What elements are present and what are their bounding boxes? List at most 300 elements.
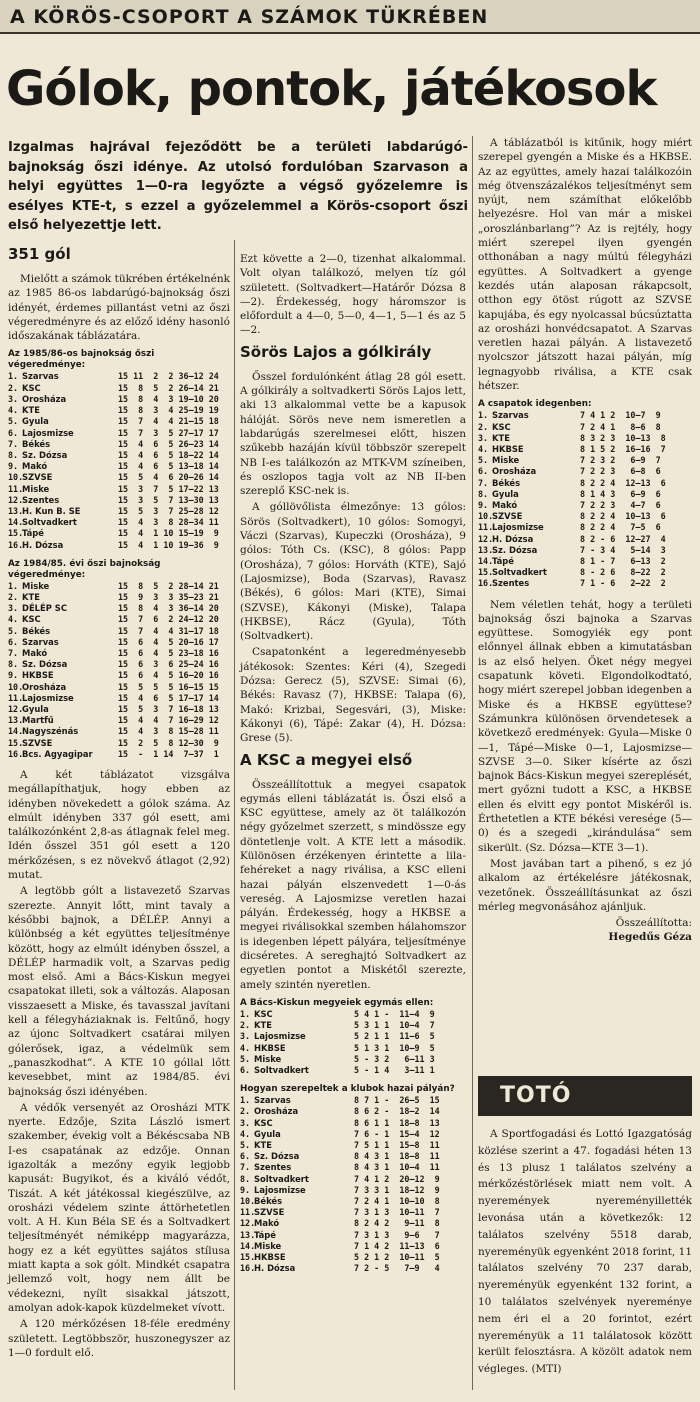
team-cell: Miske [492,455,520,466]
stats-cell: 7 - 3 4 5—14 3 [580,544,666,555]
table-row [240,1106,466,1117]
paragraph: Ősszel fordulónként átlag 28 gól esett. A gólkirály a soltvadkerti Sörös Lajos lett, aki 13 alkalommal vette be a kapusok hálóját. Sörös neve nem ismeretlen a labdarúgás szerelmesei előtt, hiszen szűkebb hazáján kívül többször szerepelt NB I-es találkozón az MTK-VM színeiben, és oszlopos tagja volt az NB II-ben szereplő KSC-nek is. [240,370,466,498]
rank-cell: 15. [8,737,24,748]
stats-cell: 15 4 6 5 18—22 14 [118,449,219,460]
stats-cell: 15 4 6 5 26—23 14 [118,438,219,449]
rank-cell: 12. [240,1218,256,1229]
team-cell: KTE [22,591,40,602]
team-cell: Békés [492,477,521,488]
away-record-table [478,399,692,589]
subheading-goals: 351 gól [8,245,71,263]
table-title: Az 1984/85. évi őszi bajnokság végeredménye: [8,558,161,580]
table-row [478,478,692,489]
table-row [8,626,230,637]
stats-cell: 5 - 3 2 6—11 3 [354,1053,435,1064]
paragraph: Ezt követte a 2—0, tizenhat alkalommal. Volt olyan találkozó, melyen tíz gól született. (Soltvadkert—Határőr Dózsa 8—2). Érdekesség, hogy háromszor is előfordult a 4—0, 5—0, 4—1, 5—1 és az 5—2. [240,253,466,337]
stats-cell: 15 5 3 7 16—18 13 [118,703,219,714]
paragraph: A legtöbb gólt a listavezető Szarvas szerezte. Annyit lőtt, mint tavaly a későbbi bajnok, a DÉLÉP. Annyi a különbség a két együttes teljesítménye között, hogy az elmúlt idényben ősszel, a DÉLÉP harmadik volt, a Szarvas pedig most első. Ami a Bács-Kiskun megyei csapatokat illeti, sok a változás. Alaposan visszaesett a Miske, és tavasszal javítani kell a félegyháziaknak is. Feltűnő, hogy az újonc Soltvadkert csatárai milyen gólerősek, igaz, a védelmük sem „panaszkodhat”. A KTE 10 góllal lőtt kevesebbet, mint az 1984/85. évi bajnokság őszi idényében. [8,885,230,1098]
stats-cell: 15 6 4 5 23—18 16 [118,647,219,658]
team-cell: SZVSE [22,737,53,748]
table-row [8,682,230,693]
team-cell: Sz. Dózsa [22,659,68,670]
team-cell: Miske [254,1240,282,1251]
rank-cell: 6. [478,466,489,477]
team-cell: Békés [22,625,51,636]
team-cell: KSC [22,614,41,625]
table-row [8,383,230,394]
rank-cell: 12. [8,703,24,714]
table-row [8,592,230,603]
team-cell: Nagyszénás [22,726,79,737]
table-row [240,1031,466,1042]
column-3 [478,136,692,945]
stats-cell: 8 6 2 - 18—2 14 [354,1106,440,1117]
table-row [8,540,230,551]
table-row [240,1252,466,1263]
team-cell: Orosháza [492,466,537,477]
rank-cell: 2. [8,591,19,602]
table-row [478,466,692,477]
team-cell: Makó [492,499,518,510]
rank-cell: 1. [8,580,19,591]
standings-table-1985 [8,349,230,550]
stats-cell: 8 1 4 3 6—9 6 [580,488,661,499]
standings-table-1984 [8,559,230,760]
team-cell: H. Dózsa [492,533,534,544]
rank-cell: 8. [8,659,19,670]
team-cell: Gyula [254,1128,281,1139]
table-row [8,603,230,614]
rank-cell: 13. [478,544,494,555]
table-row [240,1020,466,1031]
rank-cell: 2. [478,421,489,432]
stats-cell: 15 11 2 2 36—12 24 [118,371,219,382]
team-cell: HKBSE [492,443,524,454]
table-row [240,1263,466,1274]
team-cell: KSC [254,1117,273,1128]
stats-cell: 15 5 5 5 16—15 15 [118,681,219,692]
stats-cell: 8 2 2 4 7—5 6 [580,522,661,533]
table-row [8,749,230,760]
stats-cell: 7 2 4 1 10—10 8 [354,1196,440,1206]
table-row [240,1162,466,1173]
toto-banner: TOTÓ [478,1076,692,1116]
rank-cell: 4. [8,614,19,625]
stats-cell: 15 7 4 4 21—15 18 [118,416,219,427]
team-cell: Martfű [22,715,54,726]
team-cell: KTE [22,405,40,416]
table-row [8,581,230,592]
column-divider [234,240,235,1390]
table-row [478,455,692,466]
table-row [240,1009,466,1020]
toto-body [478,1126,692,1378]
table-title: A csapatok idegenben: [478,399,592,410]
team-cell: Miske [22,483,50,494]
paragraph: A 120 mérkőzésen 18-féle eredmény született. Legtöbbször, huszonegyszer az 1—0 fordult elő. [8,1318,230,1359]
stats-cell: 8 6 1 1 18—8 13 [354,1117,440,1128]
subheading-ksc: A KSC a megyei első [240,750,413,769]
team-cell: HKBSE [254,1042,286,1053]
table-row [240,1218,466,1229]
stats-cell: 15 4 1 10 19—36 9 [118,539,219,550]
table-row [478,545,692,556]
team-cell: H. Kun B. SE [22,505,81,516]
rank-cell: 6. [240,1064,251,1075]
table-row [8,439,230,450]
rank-cell: 16. [240,1263,256,1274]
team-cell: Békés [22,438,51,449]
rank-cell: 3. [8,603,19,614]
stats-cell: 5 1 3 1 10—9 5 [354,1042,435,1053]
rank-cell: 11. [240,1207,256,1218]
stats-cell: 7 2 3 2 6—9 7 [580,455,661,466]
table-row [240,1065,466,1076]
stats-cell: 8 2 2 4 12—13 6 [580,477,666,488]
rank-cell: 13. [8,505,24,516]
rank-cell: 6. [8,427,19,438]
rank-cell: 15. [240,1252,256,1263]
rank-cell: 5. [240,1139,251,1150]
rank-cell: 6. [240,1151,251,1162]
lead-paragraph: Izgalmas hajrával fejeződött be a területi labdarúgó-bajnokság őszi idénye. Az utolsó fordulóban Szarvason a helyi együttes 1—0-ra legyőzte a végső győzelemre is esélyes KTE-t, s ezzel a győzelemmel a Körös-csoport őszi első helyezettje lett. [8,140,468,233]
stats-cell: 7 1 4 2 11—13 6 [354,1240,440,1251]
team-cell: Sz. Dózsa [492,544,538,555]
team-cell: Soltvadkert [492,567,547,578]
team-cell: Soltvadkert [254,1064,309,1075]
team-cell: SZVSE [492,511,523,522]
team-cell: Orosháza [254,1106,299,1117]
rank-cell: 14. [478,555,494,566]
stats-cell: 7 3 3 1 18—12 9 [354,1184,440,1195]
stats-cell: 15 7 4 4 31—17 18 [118,625,219,636]
county-head-to-head-table [240,998,466,1076]
stats-cell: 15 4 4 7 16—29 12 [118,715,219,726]
rank-cell: 8. [240,1173,251,1184]
table-row [8,472,230,483]
kicker-banner: A KÖRÖS-CSOPORT A SZÁMOK TÜKRÉBEN [0,0,700,34]
table-row [240,1054,466,1065]
subheading-scorer: Sörös Lajos a gólkirály [240,342,432,361]
rank-cell: 13. [240,1229,256,1240]
table-row [8,648,230,659]
rank-cell: 10. [240,1196,256,1206]
table-row [8,715,230,726]
rank-cell: 10. [8,681,24,692]
rank-cell: 9. [8,461,19,472]
team-cell: KSC [22,382,41,393]
team-cell: Szentes [492,578,530,589]
table-row [8,394,230,405]
table-row [240,1118,466,1129]
team-cell: SZVSE [254,1207,285,1218]
rank-cell: 12. [478,533,494,544]
table-row [478,422,692,433]
team-cell: Soltvadkert [254,1173,309,1184]
team-cell: Lajosmizse [22,427,74,438]
column-divider [472,136,473,1390]
stats-cell: 15 8 4 3 36—14 20 [118,603,219,614]
team-cell: Makó [22,461,48,472]
paragraph: A góllövőlista élmezőnye: 13 gólos: Sörös (Soltvadkert), 10 gólos: Somogyi, Váczi (Szarvas), Kupeczki (Orosháza), 9 gólos: Tóth Cs. (KSC), 8 gólos: Papp (Orosháza), 7 gólos: Horváth (KTE), Sajó (Lajosmizse), Boda (Szarvas), Ravasz (Békés), 6 gólos: Mari (KTE), Simai (SZVSE), Kákonyi (Miske), Talapa (HKBSE), Rácz (Gyula), Tóth (Soltvadkert). [240,501,466,643]
team-cell: Bcs. Agyagipar [22,748,93,759]
table-row [8,450,230,461]
rank-cell: 10. [8,472,24,483]
table-row [240,1151,466,1162]
author-name [478,930,692,944]
stats-cell: 15 7 3 5 27—17 17 [118,427,219,438]
rank-cell: 16. [8,539,24,550]
team-cell: KTE [254,1139,272,1150]
toto-section [478,1076,692,1378]
table-row [8,726,230,737]
table-row [8,495,230,506]
table-row [478,511,692,522]
table-row [478,522,692,533]
stats-cell: 15 5 4 6 20—26 14 [118,472,219,483]
toto-text: A Sportfogadási és Lottó Igazgatóság közlése szerint a 47. fogadási héten 13 és 13 plusz 1 találatos szelvény a mérkőzéstörlések miatt nem volt. A nyeremények nyereményillették levonása után a következők: 12 találatos szelvény 5518 darab, nyereményük egyenként 2018 forint, 11 találatos szelvény 70 237 darab, nyereményük egyenként 132 forint, a 10 találatos szelvények nyereménye nem éri el a 20 forintot, ezért nyereményük a 11 találatosok között került felosztásra. A közölt adatok nem végleges. (MTI) [478,1128,692,1376]
table-row [478,500,692,511]
team-cell: HKBSE [254,1252,286,1263]
table-row [240,1129,466,1140]
rank-cell: 2. [8,382,19,393]
rank-cell: 4. [8,405,19,416]
team-cell: Makó [22,647,48,658]
team-cell: KTE [254,1020,272,1031]
stats-cell: 7 2 2 3 4—7 6 [580,499,661,510]
team-cell: Lajosmizse [492,522,544,533]
team-cell: Sz. Dózsa [254,1151,300,1162]
table-row [8,670,230,681]
team-cell: Szarvas [22,371,59,382]
rank-cell: 7. [240,1162,251,1173]
rank-cell: 1. [240,1095,251,1106]
team-cell: Soltvadkert [22,517,77,528]
rank-cell: 1. [478,410,489,421]
rank-cell: 9. [478,499,489,510]
stats-cell: 15 6 4 5 20—16 17 [118,636,219,647]
stats-cell: 15 9 3 3 35—23 21 [118,591,219,602]
table-row [8,405,230,416]
team-cell: H. Dózsa [254,1263,296,1274]
rank-cell: 3. [240,1031,251,1042]
table-row [478,556,692,567]
team-cell: Orosháza [22,393,67,404]
stats-cell: 7 2 2 3 6—8 6 [580,466,661,477]
table-row [8,637,230,648]
rank-cell: 13. [8,715,24,726]
team-cell: Szarvas [22,636,59,647]
stats-cell: 15 5 3 7 25—28 12 [118,505,219,516]
stats-cell: 8 7 1 - 26—5 15 [354,1095,440,1106]
stats-cell: 5 2 1 1 11—6 5 [354,1031,435,1042]
stats-cell: 15 8 5 2 28—14 21 [118,580,219,591]
rank-cell: 15. [478,567,494,578]
stats-cell: 7 4 1 2 10—7 9 [580,410,661,421]
team-cell: KSC [492,421,511,432]
rank-cell: 4. [240,1128,251,1139]
stats-cell: 15 - 1 14 7—37 1 [118,748,219,759]
rank-cell: 5. [240,1053,251,1064]
table-row [8,738,230,749]
paragraph: Nem véletlen tehát, hogy a területi bajnokság őszi bajnoka a Szarvas együttese. Somogyiék egy pont előnnyel állnak ebben a kimutatásban is az első helyen. Őket négy megyei csapatunk követi. Elgondolkodtató, hogy miért szerepel jobban idegenben a Miske és a HKBSE együttese? Számunkra különösen örvendetesek a következő eredmények: Gyula—Miske 0—1, Tápé—Miske 0—1, Lajosmizse—SZVSE 3—0. Siker kísérte az őszi bajnok Bács-Kiskun megyei szereplését, mert győzni tudott a KSC, a HKBSE ellen és elvitt egy pontot Miskéről is. Érthetetlen a KTE békési veresége (5—0) és a szegedi „kirándulása” sem sikerült. (Sz. Dózsa—KTE 3—1). [478,598,692,854]
column-2 [240,252,466,1282]
table-row [478,567,692,578]
team-cell: Miske [254,1053,282,1064]
team-cell: Lajosmizse [254,1184,306,1195]
home-record-table [240,1084,466,1274]
table-row [478,578,692,589]
table-row [8,614,230,625]
rank-cell: 1. [240,1008,251,1019]
team-cell: KSC [254,1008,273,1019]
team-cell: HKBSE [22,670,54,681]
table-title: Hogyan szerepeltek a klubok hazai pályán? [240,1084,455,1095]
stats-cell: 8 4 3 1 18—8 11 [354,1151,440,1162]
stats-cell: 15 4 1 10 15—19 9 [118,528,219,539]
table-row [478,444,692,455]
table-row [8,484,230,495]
paragraph: A két táblázatot vizsgálva megállapíthatjuk, hogy ebben az idényben növekedett a gólok száma. Az elmúlt idényben 337 gól esett, ami találkozónként 2,8-as átlagnak felel meg. Idén ősszel 351 gól esett a 120 mérkőzésen, s ez növekvő átlagot (2,92) mutat. [8,768,230,882]
paragraph: A védők versenyét az Orosházi MTK nyerte. Edzője, Szita László ismert szakember, évekig volt a Békéscsaba NB I-es csapatának az edzője. Onnan igazolták a mezőny egyik legjobb kapusát: Bugyikot, és a kiváló védőt, Tiszát. A két játékossal kiegészülve, az orosházi védelem szinte áttörhetetlen volt. A H. Kun Béla SE és a Soltvadkert teljesítményét némiképp magyarázza, hogy ez a két együttes sajátos stílusa miatt kapta a sok gólt. Mindkét csapatra jellemző volt, hogy nem állt be védekezni, nyílt sisakkal játszott, amolyan adok-kapok küzdelmeket vívott. [8,1101,230,1314]
table-row [240,1230,466,1241]
table-row [8,659,230,670]
table-row [240,1241,466,1252]
stats-cell: 15 6 4 5 16—20 16 [118,670,219,681]
stats-cell: 5 3 1 1 10—4 7 [354,1020,435,1031]
paragraph: Mielőtt a számok tükrében értékelnénk az 1985 86-os labdarúgó-bajnokság őszi idényét, érdemes pillantást vetni az őszi végeredményre és az előző idény hasonló időszakának táblázatára. [8,273,230,343]
rank-cell: 6. [8,636,19,647]
table-title: Az 1985/86-os bajnokság őszi végeredménye: [8,349,155,371]
team-cell: Békés [254,1196,283,1206]
stats-cell: 8 1 - 7 6—13 2 [580,555,666,566]
rank-cell: 11. [8,483,24,494]
table-row [8,506,230,517]
rank-cell: 3. [240,1117,251,1128]
team-cell: Gyula [22,703,49,714]
rank-cell: 7. [8,438,19,449]
stats-cell: 7 5 1 1 15—8 11 [354,1139,440,1150]
table-row [8,371,230,382]
rank-cell: 5. [478,455,489,466]
rank-cell: 16. [8,748,24,759]
table-row [8,693,230,704]
rank-cell: 9. [240,1184,251,1195]
team-cell: KTE [492,432,510,443]
compiled-by: Összeállította: [615,917,692,930]
stats-cell: 7 2 4 1 8—6 8 [580,421,661,432]
rank-cell: 2. [240,1020,251,1031]
stats-cell: 15 8 4 3 19—10 20 [118,393,219,404]
table-row [478,534,692,545]
author-bold: Hegedűs Géza [608,931,692,944]
stats-cell: 7 2 - 5 7—9 4 [354,1263,440,1274]
stats-cell: 15 4 6 5 17—17 14 [118,692,219,703]
stats-cell: 8 3 2 3 10—13 8 [580,432,666,443]
stats-cell: 15 2 5 8 12—30 9 [118,737,219,748]
team-cell: Lajosmizse [254,1031,306,1042]
team-cell: DÉLÉP SC [22,603,67,614]
rank-cell: 3. [8,393,19,404]
table-title: A Bács-Kiskun megyeiek egymás ellen: [240,997,434,1008]
stats-cell: 15 7 6 2 24—12 20 [118,614,219,625]
team-cell: Szentes [254,1162,292,1173]
rank-cell: 5. [8,416,19,427]
stats-cell: 7 3 1 3 10—11 7 [354,1207,440,1218]
table-row [8,528,230,539]
column-1 [8,240,230,1362]
stats-cell: 15 8 5 2 26—14 21 [118,382,219,393]
rank-cell: 4. [478,443,489,454]
team-cell: Szarvas [492,410,529,421]
team-cell: Orosháza [22,681,67,692]
team-cell: Tápé [22,528,44,539]
rank-cell: 3. [478,432,489,443]
table-row [478,433,692,444]
team-cell: Gyula [22,416,49,427]
team-cell: Gyula [492,488,519,499]
table-row [8,416,230,427]
paragraph: Most javában tart a pihenő, s ez jó alkalom az értékelésre játékosnak, vezetőnek. Összeállításunkat az őszi mérleg megvonásához ajánljuk. [478,857,692,913]
rank-cell: 11. [478,522,494,533]
rank-cell: 8. [478,488,489,499]
stats-cell: 7 3 1 3 9—6 7 [354,1229,440,1240]
team-cell: SZVSE [22,472,53,483]
team-cell: Lajosmizse [22,692,74,703]
paragraph: Összeállítottuk a megyei csapatok egymás elleni táblázatát is. Őszi első a KSC együttese, amely az öt találkozón négy győzelmet szerzett, s mindössze egy döntetlenje volt. A KTE lett a második. Különösen érzékenyen érintette a lila-fehéreket a nagy riválisa, a KSC elleni hazai pályán elszenvedett 1—0-ás vereség. A Lajosmizse veretlen hazai pályán. Érdekesség, hogy a HKBSE a megyei riválisokkal szemben hálahomszor is idegenben lépett pályára, teljesítménye dicséretes. A sereghajtó Soltvadkert az egyetlen pontot a Miskétől szerezte, amely szintén nyeretlen. [240,778,466,991]
rank-cell: 14. [8,726,24,737]
headline: Gólok, pontok, játékosok [6,61,657,117]
team-cell: Tápé [254,1229,276,1240]
stats-cell: 15 4 3 8 28—34 11 [118,517,219,528]
team-cell: Makó [254,1218,280,1229]
table-row [8,428,230,439]
rank-cell: 1. [8,371,19,382]
table-row [240,1174,466,1185]
rank-cell: 10. [478,511,494,522]
rank-cell: 9. [8,670,19,681]
table-row [240,1196,466,1207]
table-row [240,1095,466,1106]
rank-cell: 14. [8,517,24,528]
team-cell: Szentes [22,494,60,505]
table-row [240,1207,466,1218]
stats-cell: 8 4 3 1 10—4 11 [354,1162,440,1173]
stats-cell: 8 - 2 6 8—22 2 [580,567,666,578]
rank-cell: 14. [240,1240,256,1251]
table-row [240,1043,466,1054]
stats-cell: 7 4 1 2 20—12 9 [354,1173,440,1184]
team-cell: Tápé [492,555,514,566]
table-row [8,517,230,528]
team-cell: Sz. Dózsa [22,449,68,460]
stats-cell: 8 2 4 2 9—11 8 [354,1218,440,1229]
rank-cell: 8. [8,449,19,460]
table-row [240,1185,466,1196]
stats-cell: 5 2 1 2 10—11 5 [354,1252,440,1263]
team-cell: H. Dózsa [22,539,64,550]
stats-cell: 5 - 1 4 3—11 1 [354,1064,435,1075]
team-cell: Miske [22,580,50,591]
table-row [8,461,230,472]
table-row [8,704,230,715]
stats-cell: 8 1 5 2 16—16 7 [580,443,666,454]
stats-cell: 8 2 2 4 10—13 6 [580,511,666,522]
rank-cell: 12. [8,494,24,505]
rank-cell: 11. [8,692,24,703]
rank-cell: 5. [8,625,19,636]
rank-cell: 2. [240,1106,251,1117]
